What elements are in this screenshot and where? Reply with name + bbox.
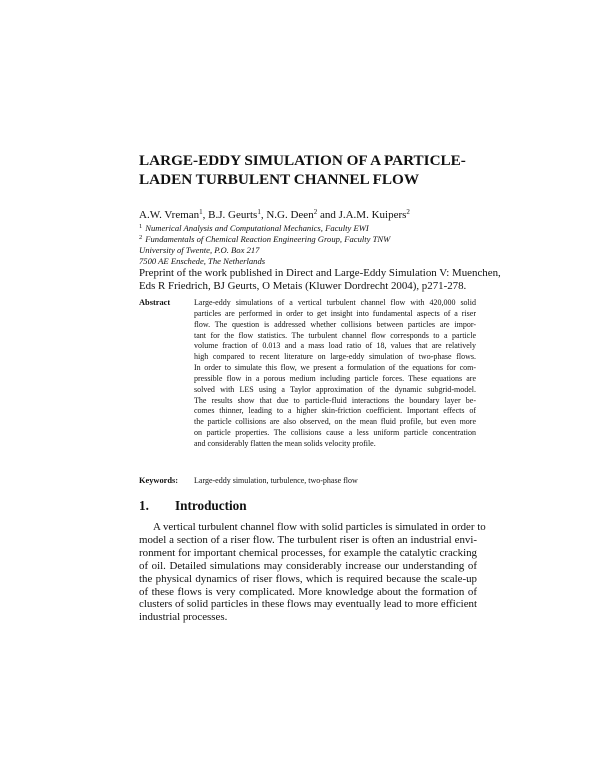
affiliation-superscript: 2: [313, 208, 318, 216]
affiliation-2: [139, 234, 390, 245]
abstract-label: Abstract: [139, 298, 171, 307]
author-name: and J.A.M. Kuipers: [317, 209, 407, 221]
body-line: of oil. Detailed simulations may considerably increase our understanding of: [139, 559, 477, 572]
body-line: A vertical turbulent channel flow with solid particles is simulated in order to: [153, 521, 486, 533]
author-name: , B.J. Geurts: [202, 209, 258, 221]
affiliation-superscript: 2: [406, 208, 410, 216]
preprint-line: Preprint of the work published in Direct and Large-Eddy Simulation V: Muenchen,: [139, 267, 501, 279]
affiliation-superscript: 1: [257, 208, 261, 216]
author-name: , N.G. Deen: [260, 209, 314, 221]
section-number: 1.: [139, 498, 149, 513]
section-heading: [139, 498, 247, 514]
abstract-line: on particle properties. The collisions cause a less uniform particle concentration: [194, 428, 476, 438]
body-line: model a section of a riser flow. The turbulent riser is often an industrial envi-: [139, 533, 477, 546]
abstract-line: flow. The question is addressed whether collisions between particles are impor-: [194, 319, 476, 329]
abstract-line: volume fraction of 0.013 and a mass load ratio of 18, values that are relatively: [194, 341, 476, 351]
title-line: LARGE-EDDY SIMULATION OF A PARTICLE-: [139, 152, 466, 169]
body-line: ronment for important chemical processes, for example the catalytic cracking: [139, 546, 477, 559]
affiliation-1: [139, 223, 369, 234]
abstract-line: and considerably flatten the mean solids velocity profile.: [194, 438, 376, 448]
address-line: University of Twente, P.O. Box 217: [139, 245, 260, 255]
abstract-line: the particle collisions are also observed, on the mean fluid profile, but even more: [194, 417, 476, 427]
body-line: clusters of solid particles in these flows may eventually lead to more efficient: [139, 598, 477, 611]
paper-title: [139, 152, 519, 189]
abstract-line: comes thinner, leading to a higher skin-friction coefficient. Important effects of: [194, 406, 476, 416]
title-line: LADEN TURBULENT CHANNEL FLOW: [139, 170, 420, 188]
abstract-line: The results show that due to particle-fluid interactions the boundary layer be-: [194, 395, 476, 405]
affiliation-text: Numerical Analysis and Computational Mechanics, Faculty EWI: [145, 223, 369, 233]
keywords-label: Keywords:: [139, 476, 179, 485]
address-line: 7500 AE Enschede, The Netherlands: [139, 256, 266, 266]
affiliation-superscript: 1: [199, 208, 203, 216]
abstract-line: pressible flow in a porous medium including particle forces. These equations are: [194, 373, 476, 383]
abstract-text: [194, 298, 476, 450]
abstract-line: tant for the flow statistics. The turbulent channel flow corresponds to a particle: [194, 330, 476, 340]
abstract-line: Large-eddy simulations of a vertical turbulent channel flow with 420,000 solid: [194, 298, 476, 307]
preprint-line: Eds R Friedrich, BJ Geurts, O Metais (Kluwer Dordrecht 2004), p271-278.: [139, 279, 467, 292]
preprint-note: [139, 267, 501, 292]
abstract-line: solved with LES using a Taylor approximation of the dynamic subgrid-model.: [194, 384, 476, 394]
body-line: industrial processes.: [139, 611, 228, 624]
body-line: the physical dynamics of riser flows, which is required because the scale-up: [139, 572, 477, 585]
affiliation-text: Fundamentals of Chemical Reaction Engineering Group, Faculty TNW: [145, 234, 391, 244]
section-title: Introduction: [175, 498, 247, 513]
intro-paragraph: [139, 521, 486, 624]
abstract-line: In order to simulate this flow, we present a formulation of the equations for com-: [194, 363, 476, 373]
affiliation-mark: 1: [139, 223, 143, 230]
abstract-line: particles are performed in order to get insight into fundamental aspects of a riser: [194, 308, 476, 318]
keywords-text: Large-eddy simulation, turbulence, two-phase flow: [194, 476, 358, 485]
affiliation-mark: 2: [139, 234, 143, 241]
body-line: of these flows is very complicated. More knowledge about the formation of: [139, 585, 477, 598]
abstract-line: high compared to recent literature on large-eddy simulation of two-phase flows.: [194, 352, 476, 362]
author-list: [139, 209, 410, 222]
author-name: A.W. Vreman: [139, 209, 200, 221]
